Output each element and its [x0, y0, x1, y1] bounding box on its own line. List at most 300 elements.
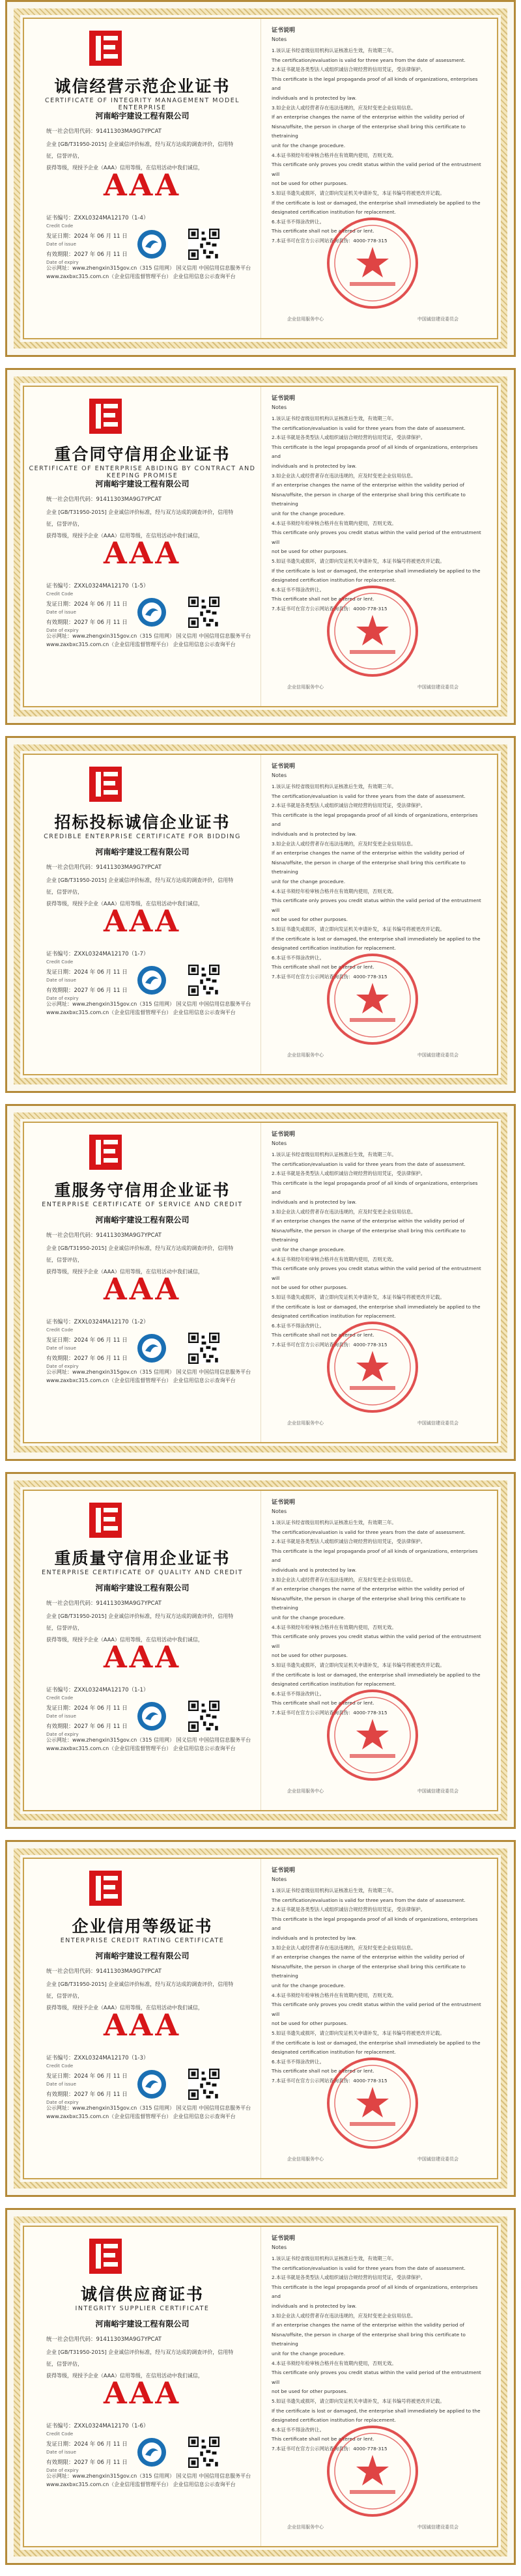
red-logo-icon	[87, 28, 124, 68]
note-line: This certificate only proves you credit status within the valid period of the entrustment will	[272, 898, 481, 913]
expiry-date: 有效期限：2027 年 06 月 11 日	[46, 619, 128, 626]
certificate-title: 诚信经营示范企业证书	[54, 77, 231, 96]
rating-aaa: AAA	[103, 903, 182, 939]
rating-aaa: AAA	[103, 1639, 182, 1675]
notes-title: 证书说明	[272, 2235, 296, 2242]
notes-title: 证书说明	[272, 27, 296, 34]
note-line: If the certificate is lost or damaged, the enterprise shall immediately be applied to the	[272, 935, 481, 942]
note-line: 4.本证书须经年检审核合格并在有效期内使用，否则无效。	[272, 888, 397, 894]
note-line: Nisna/offsite, the person in charge of the enterprise shall bring this certificate to thetraining	[272, 1963, 466, 1979]
note-line: 6.本证书不得涂改转让。	[272, 218, 324, 225]
note-line: If the certificate is lost or damaged, the enterprise shall immediately be applied to the	[272, 567, 481, 574]
note-line: 6.本证书不得涂改转让。	[272, 2426, 324, 2433]
certificate-notes	[260, 387, 497, 706]
company-name: 河南峪宇建设工程有限公司	[95, 111, 190, 120]
footer-line: 公示网址：www.zhengxin315gov.cn（315 信用网） 国义信用 中国信用信息服务平台	[46, 2473, 251, 2479]
company-name: 河南峪宇建设工程有限公司	[95, 847, 190, 856]
red-logo-icon	[87, 1500, 124, 1540]
description-line: 企业 [GB/T31950-2015] 企业诚信评价标准，经与双方达成的调查评价，信用特征，信誉评估，	[46, 509, 234, 527]
cert-number: 证书编号：ZXXL0324MA12170（1-3）	[46, 2055, 149, 2061]
cert-number: 证书编号：ZXXL0324MA12170（1-2）	[46, 1319, 149, 1325]
certificate-body	[23, 1858, 498, 2179]
notes-label: Notes	[272, 2244, 287, 2250]
note-line: 2.本证书就是各类型法人或组织诚信合规经营的信用凭证，受法律保护。	[272, 2274, 426, 2281]
note-line: not be used for other purposes.	[272, 180, 348, 187]
note-line: 1.该认证书经省级信用机构认证核准后生效，有效期三年。	[272, 1888, 397, 1893]
credit-code: 统一社会信用代码：91411303MA9G7YPCAT	[46, 128, 162, 135]
company-name: 河南峪宇建设工程有限公司	[95, 1951, 190, 1960]
footer-line: www.zaxbxc315.com.cn（企业信用监督管理平台） 企业信用信息公示查询平台	[46, 1378, 236, 1383]
certificate-front	[24, 19, 260, 338]
qr-code-icon	[188, 1333, 219, 1364]
note-line: designated certification institution for replacement.	[272, 2417, 397, 2424]
seal-right-text: 中国诚信建设委员会	[417, 2157, 458, 2162]
note-line: designated certification institution for replacement.	[272, 945, 397, 952]
certificate-body	[23, 18, 498, 339]
note-line: unit for the change procedure.	[272, 1982, 346, 1989]
description-line: 企业 [GB/T31950-2015] 企业诚信评价标准，经与双方达成的调查评价，信用特征，信誉评估，	[46, 2349, 234, 2367]
red-seal-icon	[324, 1318, 421, 1416]
issue-date: 发证日期：2024 年 06 月 11 日	[46, 601, 128, 608]
seal-right-text: 中国诚信建设委员会	[417, 1053, 458, 1058]
notes-title: 证书说明	[272, 1499, 296, 1506]
certificate-title: 重合同守信用企业证书	[54, 445, 231, 464]
certificate-fields	[46, 582, 148, 637]
certificate	[5, 1104, 516, 1461]
note-line: The certification/evaluation is valid for three years from the date of assessment.	[272, 2265, 466, 2271]
note-line: If the certificate is lost or damaged, the enterprise shall immediately be applied to the	[272, 2407, 481, 2414]
expiry-date: 有效期限：2027 年 06 月 11 日	[46, 1723, 128, 1730]
note-line: If the certificate is lost or damaged, the enterprise shall immediately be applied to the	[272, 1671, 481, 1678]
note-line: 5.如证书遗失或损坏，请立即向发证机关申请补发，本证书编号将被更改并记载。	[272, 558, 445, 564]
certificate-fields	[46, 2422, 148, 2477]
footer-line: 公示网址：www.zhengxin315gov.cn（315 信用网） 国义信用 中国信用信息服务平台	[46, 633, 251, 639]
note-line: 5.如证书遗失或损坏，请立即向发证机关申请补发，本证书编号将被更改并记载。	[272, 1662, 445, 1668]
description-line: 企业 [GB/T31950-2015] 企业诚信评价标准，经与双方达成的调查评价，信用特征，信誉评估，	[46, 141, 234, 159]
note-line: 2.本证书就是各类型法人或组织诚信合规经营的信用凭证，受法律保护。	[272, 434, 426, 441]
rating-aaa: AAA	[103, 167, 182, 203]
footer-line: 公示网址：www.zhengxin315gov.cn（315 信用网） 国义信用 中国信用信息服务平台	[46, 1369, 251, 1375]
certificate-subtitle: ENTERPRISE CERTIFICATE OF SERVICE AND CREDIT	[42, 1201, 243, 1208]
credit-code: 统一社会信用代码：91411303MA9G7YPCAT	[46, 496, 162, 503]
cert-number-en: Credit Code	[46, 223, 74, 229]
note-line: designated certification institution for replacement.	[272, 577, 397, 584]
expiry-date: 有效期限：2027 年 06 月 11 日	[46, 987, 128, 994]
footer-line: www.zaxbxc315.com.cn（企业信用监督管理平台） 企业信用信息公示查询平台	[46, 2114, 236, 2119]
certificate-front	[24, 1123, 260, 1442]
cert-number-en: Credit Code	[46, 1695, 74, 1701]
description-line: 企业 [GB/T31950-2015] 企业诚信评价标准，经与双方达成的调查评价，信用特征，信誉评估，	[46, 1245, 234, 1263]
footer-line: 公示网址：www.zhengxin315gov.cn（315 信用网） 国义信用 中国信用信息服务平台	[46, 2105, 251, 2111]
note-line: 2.本证书就是各类型法人或组织诚信合规经营的信用凭证，受法律保护。	[272, 802, 426, 809]
company-name: 河南峪宇建设工程有限公司	[95, 1583, 190, 1592]
issue-date-en: Date of issue	[46, 1714, 76, 1719]
note-line: individuals and is protected by law.	[272, 94, 357, 101]
footer-line: www.zaxbxc315.com.cn（企业信用监督管理平台） 企业信用信息公示查询平台	[46, 2482, 236, 2487]
certificate-footer	[46, 1736, 251, 1753]
note-line: 4.本证书须经年检审核合格并在有效期内使用，否则无效。	[272, 152, 397, 158]
note-line: The certification/evaluation is valid for three years from the date of assessment.	[272, 425, 466, 431]
red-logo-icon	[87, 1132, 124, 1172]
note-line: 5.如证书遗失或损坏，请立即向发证机关申请补发，本证书编号将被更改并记载。	[272, 2030, 445, 2036]
certificate-subtitle: ENTERPRISE CERTIFICATE OF QUALITY AND CREDIT	[41, 1569, 244, 1576]
certificate	[5, 1472, 516, 1829]
red-seal-icon	[324, 2054, 421, 2152]
note-line: 6.本证书不得涂改转让。	[272, 2058, 324, 2065]
note-line: designated certification institution for replacement.	[272, 209, 397, 216]
seal-right-text: 中国诚信建设委员会	[417, 1421, 458, 1426]
description-line: 获得等级，现授予企业（AAA）信用等级，在信用活动中我们诚信，	[46, 2373, 203, 2379]
certificate-notes	[260, 1859, 497, 2178]
note-line: designated certification institution for replacement.	[272, 2049, 397, 2056]
note-line: 5.如证书遗失或损坏，请立即向发证机关申请补发，本证书编号将被更改并记载。	[272, 2398, 445, 2404]
note-line: If an enterprise changes the name of the enterprise within the validity period of	[272, 1954, 464, 1960]
note-line: 3.如企业法人或经营者存在违法违规的，应及时变更企业信用信息。	[272, 1576, 416, 1583]
expiry-date-en: Date of expiry	[46, 1732, 79, 1737]
note-line: Nisna/offsite, the person in charge of the enterprise shall bring this certificate to thetraining	[272, 859, 466, 875]
note-line: If an enterprise changes the name of the enterprise within the validity period of	[272, 1586, 464, 1592]
footer-line: www.zaxbxc315.com.cn（企业信用监督管理平台） 企业信用信息公示查询平台	[46, 1010, 236, 1015]
note-line: This certificate shall not be altered or lent.	[272, 228, 374, 234]
credit-code: 统一社会信用代码：91411303MA9G7YPCAT	[46, 1600, 162, 1607]
certificate-subtitle: INTEGRITY SUPPLIER CERTIFICATE	[75, 2305, 210, 2312]
certificate-body	[23, 2226, 498, 2547]
certificate-body	[23, 386, 498, 707]
issue-date-en: Date of issue	[46, 2082, 76, 2087]
note-line: individuals and is protected by law.	[272, 1198, 357, 1205]
certificate-fields	[46, 214, 148, 269]
footer-line: www.zaxbxc315.com.cn（企业信用监督管理平台） 企业信用信息公示查询平台	[46, 642, 236, 647]
qr-code-icon	[188, 965, 219, 996]
description-line: 获得等级，现授予企业（AAA）信用等级，在信用活动中我们诚信，	[46, 901, 203, 907]
description-line: 获得等级，现授予企业（AAA）信用等级，在信用活动中我们诚信，	[46, 533, 203, 539]
issue-date: 发证日期：2024 年 06 月 11 日	[46, 2073, 128, 2080]
description-line: 企业 [GB/T31950-2015] 企业诚信评价标准，经与双方达成的调查评价，信用特征，信誉评估，	[46, 1613, 234, 1631]
note-line: 4.本证书须经年检审核合格并在有效期内使用，否则无效。	[272, 520, 397, 526]
note-line: If the certificate is lost or damaged, the enterprise shall immediately be applied to the	[272, 199, 481, 206]
note-line: 1.该认证书经省级信用机构认证核准后生效，有效期三年。	[272, 48, 397, 53]
expiry-date-en: Date of expiry	[46, 2100, 79, 2105]
note-line: not be used for other purposes.	[272, 1284, 348, 1291]
notes-title: 证书说明	[272, 1131, 296, 1138]
description-line: 获得等级，现授予企业（AAA）信用等级，在信用活动中我们诚信，	[46, 1637, 203, 1643]
certificate-title: 招标投标诚信企业证书	[54, 813, 231, 832]
expiry-date-en: Date of expiry	[46, 2468, 79, 2473]
certificate-footer	[46, 2104, 251, 2121]
note-line: This certificate only proves you credit status within the valid period of the entrustment will	[272, 2370, 481, 2385]
note-line: 2.本证书就是各类型法人或组织诚信合规经营的信用凭证，受法律保护。	[272, 1906, 426, 1913]
note-line: 7.本证书可在官方公示网站查询真伪：4000-778-315	[272, 1709, 387, 1716]
certificate-fields	[46, 2054, 148, 2109]
seal-left-text: 企业信用服务中心	[287, 317, 324, 322]
rating-aaa: AAA	[103, 535, 182, 571]
note-line: 1.该认证书经省级信用机构认证核准后生效，有效期三年。	[272, 1152, 397, 1157]
note-line: 6.本证书不得涂改转让。	[272, 1690, 324, 1697]
seal-right-text: 中国诚信建设委员会	[417, 685, 458, 690]
description-line: 获得等级，现授予企业（AAA）信用等级，在信用活动中我们诚信，	[46, 1269, 203, 1275]
certificate-front	[24, 387, 260, 706]
note-line: The certification/evaluation is valid for three years from the date of assessment.	[272, 1161, 466, 1167]
certificate	[5, 736, 516, 1093]
note-line: 7.本证书可在官方公示网站查询真伪：4000-778-315	[272, 2077, 387, 2084]
credit-code: 统一社会信用代码：91411303MA9G7YPCAT	[46, 1232, 162, 1239]
note-line: Nisna/offsite, the person in charge of the enterprise shall bring this certificate to thetraining	[272, 491, 466, 507]
certificate-footer	[46, 2472, 251, 2489]
issue-date-en: Date of issue	[46, 1346, 76, 1351]
note-line: unit for the change procedure.	[272, 510, 346, 517]
note-line: 6.本证书不得涂改转让。	[272, 954, 324, 961]
issue-date-en: Date of issue	[46, 2450, 76, 2455]
note-line: This certificate is the legal propaganda proof of all kinds of organizations, enterprises and	[272, 444, 478, 460]
certificate-body	[23, 1490, 498, 1811]
cert-number: 证书编号：ZXXL0324MA12170（1-4）	[46, 215, 149, 221]
footer-line: 公示网址：www.zhengxin315gov.cn（315 信用网） 国义信用 中国信用信息服务平台	[46, 265, 251, 271]
note-line: 1.该认证书经省级信用机构认证核准后生效，有效期三年。	[272, 784, 397, 789]
issue-date: 发证日期：2024 年 06 月 11 日	[46, 2441, 128, 2448]
note-line: If an enterprise changes the name of the enterprise within the validity period of	[272, 2322, 464, 2328]
seal-left-text: 企业信用服务中心	[287, 685, 324, 690]
certificate-front	[24, 1859, 260, 2178]
note-line: 6.本证书不得涂改转让。	[272, 1322, 324, 1329]
notes-label: Notes	[272, 1876, 287, 1882]
note-line: Nisna/offsite, the person in charge of the enterprise shall bring this certificate to thetraining	[272, 1227, 466, 1243]
footer-line: www.zaxbxc315.com.cn（企业信用监督管理平台） 企业信用信息公示查询平台	[46, 274, 236, 279]
note-line: not be used for other purposes.	[272, 2388, 348, 2395]
note-line: 3.如企业法人或经营者存在违法违规的，应及时变更企业信用信息。	[272, 1208, 416, 1215]
certificate-fields	[46, 950, 148, 1005]
note-line: If the certificate is lost or damaged, the enterprise shall immediately be applied to the	[272, 2039, 481, 2046]
notes-title: 证书说明	[272, 395, 296, 402]
blue-emblem-icon	[136, 597, 167, 628]
note-line: not be used for other purposes.	[272, 548, 348, 555]
note-line: This certificate shall not be altered or lent.	[272, 1700, 374, 1706]
note-line: 7.本证书可在官方公示网站查询真伪：4000-778-315	[272, 1341, 387, 1348]
note-line: individuals and is protected by law.	[272, 830, 357, 837]
certificate-title: 重质量守信用企业证书	[54, 1549, 231, 1568]
seal-left-text: 企业信用服务中心	[287, 2157, 324, 2162]
note-line: 4.本证书须经年检审核合格并在有效期内使用，否则无效。	[272, 1256, 397, 1262]
certificate-subtitle: ENTERPRISE CREDIT RATING CERTIFICATE	[60, 1937, 225, 1944]
note-line: This certificate shall not be altered or lent.	[272, 596, 374, 602]
certificate-subtitle: CERTIFICATE OF ENTERPRISE ABIDING BY CONTRACT AND KEEPING PROMISE	[29, 465, 256, 479]
notes-label: Notes	[272, 404, 287, 410]
red-seal-icon	[324, 214, 421, 312]
company-name: 河南峪宇建设工程有限公司	[95, 2319, 190, 2328]
note-line: 3.如企业法人或经营者存在违法违规的，应及时变更企业信用信息。	[272, 1944, 416, 1951]
note-line: 3.如企业法人或经营者存在违法违规的，应及时变更企业信用信息。	[272, 2312, 416, 2319]
note-line: 1.该认证书经省级信用机构认证核准后生效，有效期三年。	[272, 2256, 397, 2261]
seal-left-text: 企业信用服务中心	[287, 2525, 324, 2530]
cert-number: 证书编号：ZXXL0324MA12170（1-1）	[46, 1687, 149, 1693]
certificate-subtitle: CERTIFICATE OF INTEGRITY MANAGEMENT MODEL ENTERPRISE	[44, 97, 240, 111]
certificate-notes	[260, 1123, 497, 1442]
note-line: 5.如证书遗失或损坏，请立即向发证机关申请补发，本证书编号将被更改并记载。	[272, 926, 445, 932]
note-line: This certificate is the legal propaganda proof of all kinds of organizations, enterprises and	[272, 1180, 478, 1196]
certificate-fields	[46, 1686, 148, 1741]
credit-code: 统一社会信用代码：91411303MA9G7YPCAT	[46, 1968, 162, 1975]
red-seal-icon	[324, 582, 421, 680]
certificate-body	[23, 1122, 498, 1443]
note-line: designated certification institution for replacement.	[272, 1681, 397, 1688]
note-line: The certification/evaluation is valid for three years from the date of assessment.	[272, 1529, 466, 1535]
note-line: 5.如证书遗失或损坏，请立即向发证机关申请补发，本证书编号将被更改并记载。	[272, 190, 445, 196]
certificate-notes	[260, 1491, 497, 1810]
description-line: 获得等级，现授予企业（AAA）信用等级，在信用活动中我们诚信，	[46, 165, 203, 171]
note-line: 4.本证书须经年检审核合格并在有效期内使用，否则无效。	[272, 1624, 397, 1630]
note-line: This certificate is the legal propaganda proof of all kinds of organizations, enterprises and	[272, 76, 478, 92]
note-line: This certificate only proves you credit status within the valid period of the entrustment will	[272, 2002, 481, 2017]
blue-emblem-icon	[136, 2069, 167, 2100]
note-line: 1.该认证书经省级信用机构认证核准后生效，有效期三年。	[272, 1520, 397, 1525]
cert-number-en: Credit Code	[46, 2063, 74, 2069]
note-line: If the certificate is lost or damaged, the enterprise shall immediately be applied to the	[272, 1303, 481, 1310]
note-line: This certificate shall not be altered or lent.	[272, 2436, 374, 2442]
blue-emblem-icon	[136, 965, 167, 996]
note-line: 3.如企业法人或经营者存在违法违规的，应及时变更企业信用信息。	[272, 104, 416, 111]
note-line: This certificate is the legal propaganda proof of all kinds of organizations, enterprises and	[272, 812, 478, 828]
note-line: 7.本证书可在官方公示网站查询真伪：4000-778-315	[272, 605, 387, 612]
red-seal-icon	[324, 950, 421, 1048]
certificate-front	[24, 755, 260, 1074]
qr-code-icon	[188, 1701, 219, 1732]
note-line: individuals and is protected by law.	[272, 1566, 357, 1573]
certificate-footer	[46, 1000, 251, 1017]
cert-number-en: Credit Code	[46, 2431, 74, 2437]
note-line: This certificate shall not be altered or lent.	[272, 964, 374, 970]
issue-date: 发证日期：2024 年 06 月 11 日	[46, 233, 128, 240]
note-line: individuals and is protected by law.	[272, 462, 357, 469]
note-line: If an enterprise changes the name of the enterprise within the validity period of	[272, 850, 464, 856]
notes-label: Notes	[272, 772, 287, 778]
seal-right-text: 中国诚信建设委员会	[417, 1789, 458, 1794]
rating-aaa: AAA	[103, 1271, 182, 1307]
cert-number: 证书编号：ZXXL0324MA12170（1-7）	[46, 951, 149, 957]
note-line: unit for the change procedure.	[272, 1614, 346, 1621]
issue-date: 发证日期：2024 年 06 月 11 日	[46, 969, 128, 976]
credit-code: 统一社会信用代码：91411303MA9G7YPCAT	[46, 864, 162, 871]
note-line: not be used for other purposes.	[272, 916, 348, 923]
issue-date: 发证日期：2024 年 06 月 11 日	[46, 1705, 128, 1712]
notes-label: Notes	[272, 1140, 287, 1146]
issue-date-en: Date of issue	[46, 242, 76, 247]
expiry-date: 有效期限：2027 年 06 月 11 日	[46, 2091, 128, 2098]
note-line: individuals and is protected by law.	[272, 2302, 357, 2309]
qr-code-icon	[188, 597, 219, 628]
note-line: If an enterprise changes the name of the enterprise within the validity period of	[272, 1218, 464, 1224]
footer-line: www.zaxbxc315.com.cn（企业信用监督管理平台） 企业信用信息公示查询平台	[46, 1746, 236, 1751]
cert-number-en: Credit Code	[46, 1327, 74, 1333]
note-line: If an enterprise changes the name of the enterprise within the validity period of	[272, 114, 464, 120]
note-line: This certificate shall not be altered or lent.	[272, 2068, 374, 2074]
note-line: 6.本证书不得涂改转让。	[272, 586, 324, 593]
note-line: 5.如证书遗失或损坏，请立即向发证机关申请补发，本证书编号将被更改并记载。	[272, 1294, 445, 1300]
certificate-title: 诚信供应商证书	[80, 2285, 204, 2304]
cert-number: 证书编号：ZXXL0324MA12170（1-5）	[46, 583, 149, 589]
red-logo-icon	[87, 1868, 124, 1908]
seal-left-text: 企业信用服务中心	[287, 1053, 324, 1058]
note-line: 1.该认证书经省级信用机构认证核准后生效，有效期三年。	[272, 416, 397, 421]
notes-title: 证书说明	[272, 763, 296, 770]
certificate-body	[23, 754, 498, 1075]
certificate	[5, 2208, 516, 2565]
rating-aaa: AAA	[103, 2007, 182, 2043]
certificate-fields	[46, 1318, 148, 1373]
red-logo-icon	[87, 2236, 124, 2276]
certificate-front	[24, 1491, 260, 1810]
certificate-subtitle: CREDIBLE ENTERPRISE CERTIFICATE FOR BIDDING	[44, 833, 241, 840]
note-line: This certificate only proves you credit status within the valid period of the entrustment will	[272, 1634, 481, 1649]
note-line: 7.本证书可在官方公示网站查询真伪：4000-778-315	[272, 2445, 387, 2452]
expiry-date-en: Date of expiry	[46, 260, 79, 265]
company-name: 河南峪宇建设工程有限公司	[95, 1215, 190, 1224]
expiry-date-en: Date of expiry	[46, 628, 79, 633]
qr-code-icon	[188, 2437, 219, 2468]
certificate-footer	[46, 264, 251, 281]
certificate	[5, 1840, 516, 2197]
seal-right-text: 中国诚信建设委员会	[417, 2525, 458, 2530]
note-line: 4.本证书须经年检审核合格并在有效期内使用，否则无效。	[272, 2360, 397, 2366]
note-line: 3.如企业法人或经营者存在违法违规的，应及时变更企业信用信息。	[272, 472, 416, 479]
expiry-date: 有效期限：2027 年 06 月 11 日	[46, 2459, 128, 2466]
certificate-notes	[260, 19, 497, 338]
notes-label: Notes	[272, 1508, 287, 1514]
certificate-footer	[46, 1368, 251, 1385]
blue-emblem-icon	[136, 1701, 167, 1732]
note-line: This certificate only proves you credit status within the valid period of the entrustment will	[272, 530, 481, 545]
note-line: Nisna/offsite, the person in charge of the enterprise shall bring this certificate to thetraining	[272, 123, 466, 139]
issue-date-en: Date of issue	[46, 610, 76, 615]
note-line: This certificate is the legal propaganda proof of all kinds of organizations, enterprises and	[272, 1916, 478, 1932]
note-line: 2.本证书就是各类型法人或组织诚信合规经营的信用凭证，受法律保护。	[272, 1538, 426, 1545]
note-line: This certificate shall not be altered or lent.	[272, 1332, 374, 1338]
note-line: This certificate is the legal propaganda proof of all kinds of organizations, enterprises and	[272, 2284, 478, 2300]
certificate-notes	[260, 2227, 497, 2546]
description-line: 企业 [GB/T31950-2015] 企业诚信评价标准，经与双方达成的调查评价，信用特征，信誉评估，	[46, 877, 234, 895]
red-seal-icon	[324, 1686, 421, 1784]
footer-line: 公示网址：www.zhengxin315gov.cn（315 信用网） 国义信用 中国信用信息服务平台	[46, 1001, 251, 1007]
seal-left-text: 企业信用服务中心	[287, 1421, 324, 1426]
note-line: The certification/evaluation is valid for three years from the date of assessment.	[272, 793, 466, 799]
note-line: This certificate only proves you credit status within the valid period of the entrustment will	[272, 1266, 481, 1281]
red-logo-icon	[87, 764, 124, 804]
note-line: 4.本证书须经年检审核合格并在有效期内使用，否则无效。	[272, 1992, 397, 1998]
note-line: 2.本证书就是各类型法人或组织诚信合规经营的信用凭证，受法律保护。	[272, 66, 426, 73]
certificate-footer	[46, 632, 251, 649]
cert-number-en: Credit Code	[46, 591, 74, 597]
red-logo-icon	[87, 396, 124, 436]
certificate-front	[24, 2227, 260, 2546]
notes-title: 证书说明	[272, 1867, 296, 1874]
note-line: 3.如企业法人或经营者存在违法违规的，应及时变更企业信用信息。	[272, 840, 416, 847]
note-line: 7.本证书可在官方公示网站查询真伪：4000-778-315	[272, 237, 387, 244]
note-line: not be used for other purposes.	[272, 1652, 348, 1659]
note-line: unit for the change procedure.	[272, 2350, 346, 2357]
note-line: The certification/evaluation is valid for three years from the date of assessment.	[272, 57, 466, 63]
issue-date-en: Date of issue	[46, 978, 76, 983]
blue-emblem-icon	[136, 229, 167, 260]
seal-left-text: 企业信用服务中心	[287, 1789, 324, 1794]
note-line: unit for the change procedure.	[272, 878, 346, 885]
rating-aaa: AAA	[103, 2375, 182, 2411]
cert-number: 证书编号：ZXXL0324MA12170（1-6）	[46, 2423, 149, 2429]
company-name: 河南峪宇建设工程有限公司	[95, 479, 190, 488]
description-line: 获得等级，现授予企业（AAA）信用等级，在信用活动中我们诚信，	[46, 2005, 203, 2011]
note-line: Nisna/offsite, the person in charge of the enterprise shall bring this certificate to thetraining	[272, 1595, 466, 1611]
notes-label: Notes	[272, 36, 287, 42]
qr-code-icon	[188, 2069, 219, 2100]
blue-emblem-icon	[136, 2437, 167, 2468]
note-line: individuals and is protected by law.	[272, 1934, 357, 1941]
